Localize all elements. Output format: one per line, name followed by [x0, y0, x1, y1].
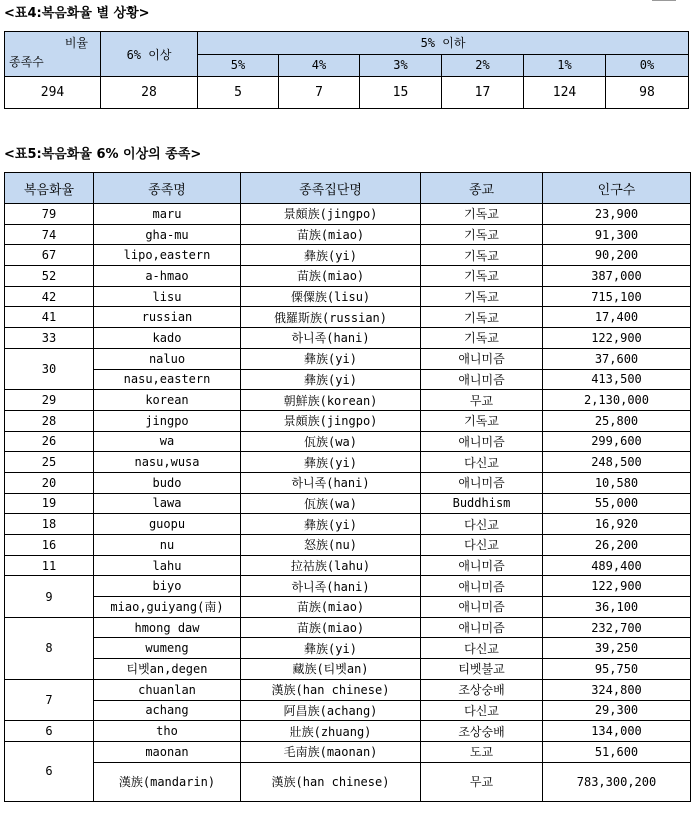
tribe-name-cell: a-hmao [94, 266, 241, 287]
religion-cell: 애니미즘 [421, 348, 543, 369]
rate-cell: 74 [5, 224, 94, 245]
tribe-group-cell: 彝族(yi) [241, 452, 421, 473]
table-row [5, 493, 691, 514]
tribe-name-cell: russian [94, 307, 241, 328]
subheader-cell: 2% [442, 54, 524, 77]
religion-cell: 기독교 [421, 410, 543, 431]
table4-caption: <표4:복음화율 별 상황> [4, 6, 150, 21]
table-row [5, 679, 691, 700]
tribe-group-cell: 彝族(yi) [241, 369, 421, 390]
table5-header-cell: 종족명 [94, 173, 241, 204]
rate-cell: 6 [5, 721, 94, 742]
religion-cell: 기독교 [421, 328, 543, 349]
rate-cell: 8 [5, 617, 94, 679]
rate-cell: 20 [5, 472, 94, 493]
religion-cell: 애니미즘 [421, 555, 543, 576]
tribe-name-cell: lahu [94, 555, 241, 576]
table-row [5, 721, 691, 742]
religion-cell: Buddhism [421, 493, 543, 514]
rate-cell: 11 [5, 555, 94, 576]
religion-cell: 다신교 [421, 452, 543, 473]
table4-cell: 7 [279, 77, 360, 109]
table-row [5, 245, 691, 266]
table-row [5, 514, 691, 535]
tribe-group-cell: 苗族(miao) [241, 597, 421, 618]
religion-cell: 애니미즘 [421, 576, 543, 597]
tribe-name-cell: miao,guiyang(南) [94, 597, 241, 618]
tribe-name-cell: lisu [94, 286, 241, 307]
rate-cell: 79 [5, 204, 94, 225]
table-row [5, 597, 691, 618]
tribe-name-cell: kado [94, 328, 241, 349]
tribe-group-cell: 佤族(wa) [241, 431, 421, 452]
table-row [5, 700, 691, 721]
table4-cell: 98 [606, 77, 689, 109]
table-row [5, 535, 691, 556]
table-row [5, 348, 691, 369]
population-cell: 26,200 [543, 535, 691, 556]
rate-cell: 33 [5, 328, 94, 349]
rate-cell: 29 [5, 390, 94, 411]
population-cell: 783,300,200 [543, 762, 691, 801]
tribe-name-cell: biyo [94, 576, 241, 597]
tribe-group-cell: 壯族(zhuang) [241, 721, 421, 742]
population-cell: 17,400 [543, 307, 691, 328]
population-cell: 37,600 [543, 348, 691, 369]
table5-caption: <표5:복음화율 6% 이상의 종족> [4, 147, 202, 162]
tribe-group-cell: 하니족(hani) [241, 328, 421, 349]
tribe-name-cell: lipo,eastern [94, 245, 241, 266]
rate-cell: 19 [5, 493, 94, 514]
tribe-name-cell: hmong daw [94, 617, 241, 638]
tribe-group-cell: 藏族(티벳an) [241, 659, 421, 680]
tribe-name-cell: chuanlan [94, 679, 241, 700]
religion-cell: 기독교 [421, 204, 543, 225]
population-cell: 51,600 [543, 741, 691, 762]
rate-cell: 52 [5, 266, 94, 287]
tribe-group-cell: 苗族(miao) [241, 617, 421, 638]
religion-cell: 다신교 [421, 514, 543, 535]
tribe-name-cell: maonan [94, 741, 241, 762]
header-under5: 5% 이하 [198, 32, 689, 55]
population-cell: 55,000 [543, 493, 691, 514]
table-row [5, 307, 691, 328]
tribe-name-cell: 티벳an,degen [94, 659, 241, 680]
rate-cell: 26 [5, 431, 94, 452]
tribe-name-cell: lawa [94, 493, 241, 514]
rate-cell: 41 [5, 307, 94, 328]
tribe-group-cell: 阿昌族(achang) [241, 700, 421, 721]
tribe-name-cell: guopu [94, 514, 241, 535]
tribe-group-cell: 彝族(yi) [241, 638, 421, 659]
table4 [4, 31, 689, 109]
population-cell: 122,900 [543, 576, 691, 597]
religion-cell: 도교 [421, 741, 543, 762]
table5 [4, 172, 691, 802]
table-row [5, 204, 691, 225]
table5-header-cell: 복음화율 [5, 173, 94, 204]
religion-cell: 기독교 [421, 245, 543, 266]
table-row [5, 555, 691, 576]
tribe-name-cell: budo [94, 472, 241, 493]
tribe-name-cell: nasu,eastern [94, 369, 241, 390]
table4-cell: 17 [442, 77, 524, 109]
tribe-name-cell: jingpo [94, 410, 241, 431]
table4-cell: 124 [524, 77, 606, 109]
subheader-cell: 5% [198, 54, 279, 77]
population-cell: 489,400 [543, 555, 691, 576]
table5-header-cell: 인구수 [543, 173, 691, 204]
tribe-group-cell: 怒族(nu) [241, 535, 421, 556]
tribe-group-cell: 景頗族(jingpo) [241, 204, 421, 225]
tribe-group-cell: 景頗族(jingpo) [241, 410, 421, 431]
table5-header-cell: 종족집단명 [241, 173, 421, 204]
population-cell: 95,750 [543, 659, 691, 680]
rate-cell: 30 [5, 348, 94, 389]
religion-cell: 무교 [421, 762, 543, 801]
tribe-group-cell: 彝族(yi) [241, 514, 421, 535]
table-row [5, 410, 691, 431]
table-row [5, 659, 691, 680]
tribe-group-cell: 하니족(hani) [241, 576, 421, 597]
tribe-group-cell: 漢族(han chinese) [241, 679, 421, 700]
religion-cell: 애니미즘 [421, 617, 543, 638]
table-row [5, 369, 691, 390]
tribe-name-cell: tho [94, 721, 241, 742]
tribe-group-cell: 毛南族(maonan) [241, 741, 421, 762]
table-row [5, 328, 691, 349]
tribe-name-cell: wa [94, 431, 241, 452]
population-cell: 23,900 [543, 204, 691, 225]
rate-cell: 9 [5, 576, 94, 617]
population-cell: 122,900 [543, 328, 691, 349]
subheader-cell: 0% [606, 54, 689, 77]
religion-cell: 애니미즘 [421, 597, 543, 618]
tribe-name-cell: nu [94, 535, 241, 556]
tribe-name-cell: korean [94, 390, 241, 411]
population-cell: 324,800 [543, 679, 691, 700]
table4-corner-header [5, 32, 101, 77]
religion-cell: 기독교 [421, 266, 543, 287]
population-cell: 387,000 [543, 266, 691, 287]
rate-cell: 25 [5, 452, 94, 473]
religion-cell: 다신교 [421, 535, 543, 556]
tribe-name-cell: 漢族(mandarin) [94, 762, 241, 801]
table-row [5, 617, 691, 638]
population-cell: 39,250 [543, 638, 691, 659]
population-cell: 29,300 [543, 700, 691, 721]
population-cell: 134,000 [543, 721, 691, 742]
population-cell: 2,130,000 [543, 390, 691, 411]
tribe-name-cell: maru [94, 204, 241, 225]
population-cell: 10,580 [543, 472, 691, 493]
tribe-group-cell: 拉祜族(lahu) [241, 555, 421, 576]
population-cell: 91,300 [543, 224, 691, 245]
table-row [5, 266, 691, 287]
population-cell: 248,500 [543, 452, 691, 473]
rate-cell: 6 [5, 741, 94, 801]
tribe-group-cell: 傈僳族(lisu) [241, 286, 421, 307]
subheader-cell: 1% [524, 54, 606, 77]
page-corner-mark [652, 0, 676, 3]
rate-cell: 42 [5, 286, 94, 307]
ratio-label: 비율 [64, 36, 88, 50]
rate-cell: 16 [5, 535, 94, 556]
population-cell: 16,920 [543, 514, 691, 535]
table-row [5, 390, 691, 411]
tribe-group-cell: 漢族(han chinese) [241, 762, 421, 801]
population-cell: 25,800 [543, 410, 691, 431]
table4-cell: 5 [198, 77, 279, 109]
tribe-group-cell: 苗族(miao) [241, 224, 421, 245]
religion-cell: 조상숭배 [421, 679, 543, 700]
population-cell: 299,600 [543, 431, 691, 452]
table-row [5, 452, 691, 473]
rate-cell: 7 [5, 679, 94, 720]
table4-cell: 15 [360, 77, 442, 109]
religion-cell: 애니미즘 [421, 431, 543, 452]
tribe-name-cell: naluo [94, 348, 241, 369]
header-over6: 6% 이상 [101, 32, 198, 77]
table4-cell: 28 [101, 77, 198, 109]
population-cell: 36,100 [543, 597, 691, 618]
religion-cell: 조상숭배 [421, 721, 543, 742]
tribe-name-cell: nasu,wusa [94, 452, 241, 473]
religion-cell: 다신교 [421, 700, 543, 721]
table-row [5, 286, 691, 307]
table-row [5, 638, 691, 659]
rate-cell: 28 [5, 410, 94, 431]
table-row [5, 741, 691, 762]
tribe-group-cell: 彝族(yi) [241, 348, 421, 369]
subheader-cell: 4% [279, 54, 360, 77]
tribe-group-cell: 하니족(hani) [241, 472, 421, 493]
religion-cell: 애니미즘 [421, 472, 543, 493]
subheader-cell: 3% [360, 54, 442, 77]
tribe-count-label: 종족수 [9, 55, 44, 69]
table4-cell: 294 [5, 77, 101, 109]
table5-header-cell: 종교 [421, 173, 543, 204]
table-row [5, 224, 691, 245]
religion-cell: 기독교 [421, 224, 543, 245]
population-cell: 232,700 [543, 617, 691, 638]
religion-cell: 다신교 [421, 638, 543, 659]
tribe-group-cell: 俄羅斯族(russian) [241, 307, 421, 328]
table-row [5, 431, 691, 452]
tribe-group-cell: 彝族(yi) [241, 245, 421, 266]
tribe-group-cell: 佤族(wa) [241, 493, 421, 514]
tribe-name-cell: gha-mu [94, 224, 241, 245]
rate-cell: 18 [5, 514, 94, 535]
religion-cell: 애니미즘 [421, 369, 543, 390]
rate-cell: 67 [5, 245, 94, 266]
tribe-group-cell: 苗族(miao) [241, 266, 421, 287]
tribe-name-cell: wumeng [94, 638, 241, 659]
religion-cell: 무교 [421, 390, 543, 411]
table-row [5, 472, 691, 493]
population-cell: 413,500 [543, 369, 691, 390]
table-row [5, 576, 691, 597]
tribe-group-cell: 朝鮮族(korean) [241, 390, 421, 411]
religion-cell: 티벳불교 [421, 659, 543, 680]
tribe-name-cell: achang [94, 700, 241, 721]
religion-cell: 기독교 [421, 307, 543, 328]
population-cell: 715,100 [543, 286, 691, 307]
table-row [5, 762, 691, 801]
religion-cell: 기독교 [421, 286, 543, 307]
population-cell: 90,200 [543, 245, 691, 266]
